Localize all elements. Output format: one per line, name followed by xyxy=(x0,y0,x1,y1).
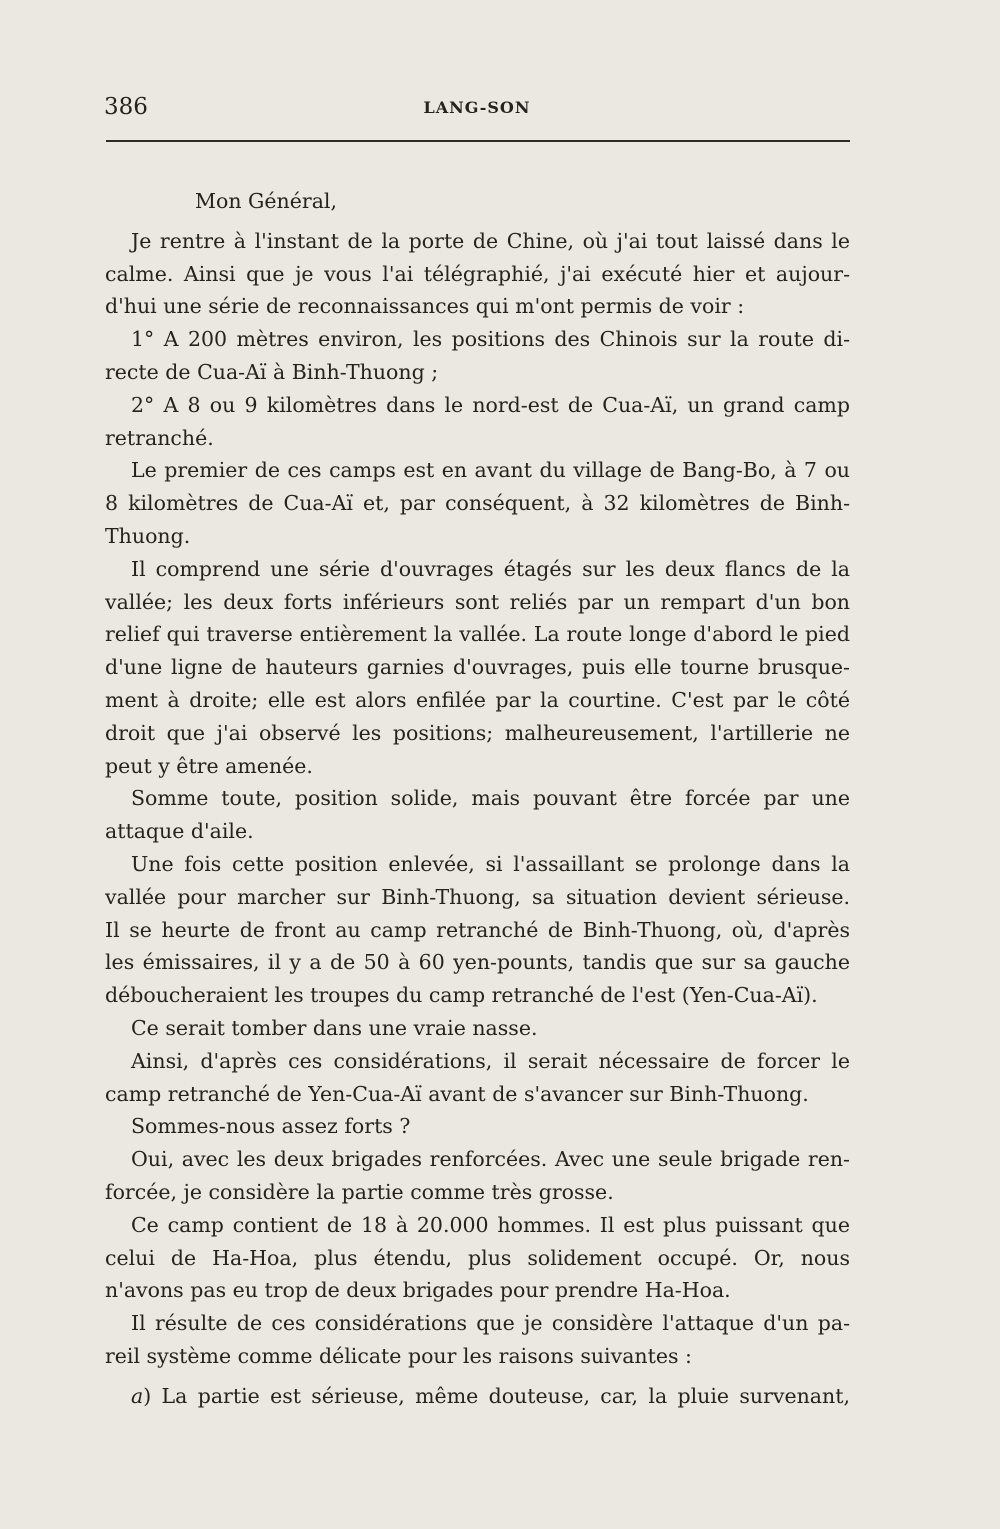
text-line: 1° A 200 mètres environ, les positions des Chinois sur la route di- xyxy=(131,327,850,352)
text-line xyxy=(105,1380,850,1413)
page-number: 386 xyxy=(104,94,148,120)
text-line: 2° A 8 ou 9 kilomètres dans le nord-est de Cua-Aï, un grand camp xyxy=(131,392,850,417)
text-line: ment à droite; elle est alors enfilée par la courtine. C'est par le côté xyxy=(105,687,850,712)
text-line: Ainsi, d'après ces considérations, il serait nécessaire de forcer le xyxy=(131,1048,850,1073)
text-line: attaque d'aile. xyxy=(105,819,254,844)
text-line: Il se heurte de front au camp retranché de Binh-Thuong, où, d'après xyxy=(105,917,850,942)
text-line: Je rentre à l'instant de la porte de Chine, où j'ai tout laissé dans le xyxy=(131,228,850,253)
text-line: Il résulte de ces considérations que je considère l'attaque d'un pa- xyxy=(131,1311,850,1336)
text-line: celui de Ha-Hoa, plus étendu, plus solidement occupé. Or, nous xyxy=(105,1245,850,1270)
text-line: peut y être amenée. xyxy=(105,753,313,778)
text-line: droit que j'ai observé les positions; malheureusement, l'artillerie ne xyxy=(105,720,850,745)
salutation: Mon Général, xyxy=(195,189,337,213)
body-text xyxy=(105,185,850,1412)
text-line: 8 kilomètres de Cua-Aï et, par conséquent, à 32 kilomètres de Binh- xyxy=(105,491,850,516)
header-rule xyxy=(106,140,850,142)
text-line: Ce serait tomber dans une vraie nasse. xyxy=(131,1015,538,1040)
text-line: camp retranché de Yen-Cua-Aï avant de s'avancer sur Binh-Thuong. xyxy=(105,1081,809,1106)
running-title: LANG-SON xyxy=(423,98,531,117)
text-line: Le premier de ces camps est en avant du village de Bang-Bo, à 7 ou xyxy=(131,458,850,483)
text-line: Sommes-nous assez forts ? xyxy=(131,1114,411,1139)
text-line: forcée, je considère la partie comme très grosse. xyxy=(105,1179,614,1204)
text-line: retranché. xyxy=(105,425,214,450)
text-line: les émissaires, il y a de 50 à 60 yen-pounts, tandis que sur sa gauche xyxy=(105,950,850,975)
text-line: déboucheraient les troupes du camp retranché de l'est (Yen-Cua-Aï). xyxy=(105,983,818,1008)
text-line: Thuong. xyxy=(105,523,191,548)
text-line: Il comprend une série d'ouvrages étagés sur les deux flancs de la xyxy=(131,556,850,581)
text-line: reil système comme délicate pour les raisons suivantes : xyxy=(105,1343,692,1368)
text-line: n'avons pas eu trop de deux brigades pour prendre Ha-Hoa. xyxy=(105,1278,731,1303)
text-line: vallée pour marcher sur Binh-Thuong, sa situation devient sérieuse. xyxy=(105,884,850,909)
text-line: Somme toute, position solide, mais pouvant être forcée par une xyxy=(131,786,850,811)
text-line: Oui, avec les deux brigades renforcées. Avec une seule brigade ren- xyxy=(131,1147,850,1172)
text-line: relief qui traverse entièrement la vallée. La route longe d'abord le pied xyxy=(105,622,850,647)
text-line: d'hui une série de reconnaissances qui m'ont permis de voir : xyxy=(105,294,745,319)
text-line: vallée; les deux forts inférieurs sont reliés par un rempart d'un bon xyxy=(105,589,850,614)
running-head xyxy=(104,94,850,130)
text-line: calme. Ainsi que je vous l'ai télégraphié, j'ai exécuté hier et aujour- xyxy=(105,261,850,286)
text-line: Une fois cette position enlevée, si l'assaillant se prolonge dans la xyxy=(131,851,850,876)
text-line: d'une ligne de hauteurs garnies d'ouvrages, puis elle tourne brusque- xyxy=(105,655,850,680)
text-line: Ce camp contient de 18 à 20.000 hommes. Il est plus puissant que xyxy=(131,1212,850,1237)
list-text: ) La partie est sérieuse, même douteuse, car, la pluie survenant, xyxy=(143,1383,850,1408)
list-letter: a xyxy=(131,1383,144,1408)
text-line: recte de Cua-Aï à Binh-Thuong ; xyxy=(105,359,439,384)
